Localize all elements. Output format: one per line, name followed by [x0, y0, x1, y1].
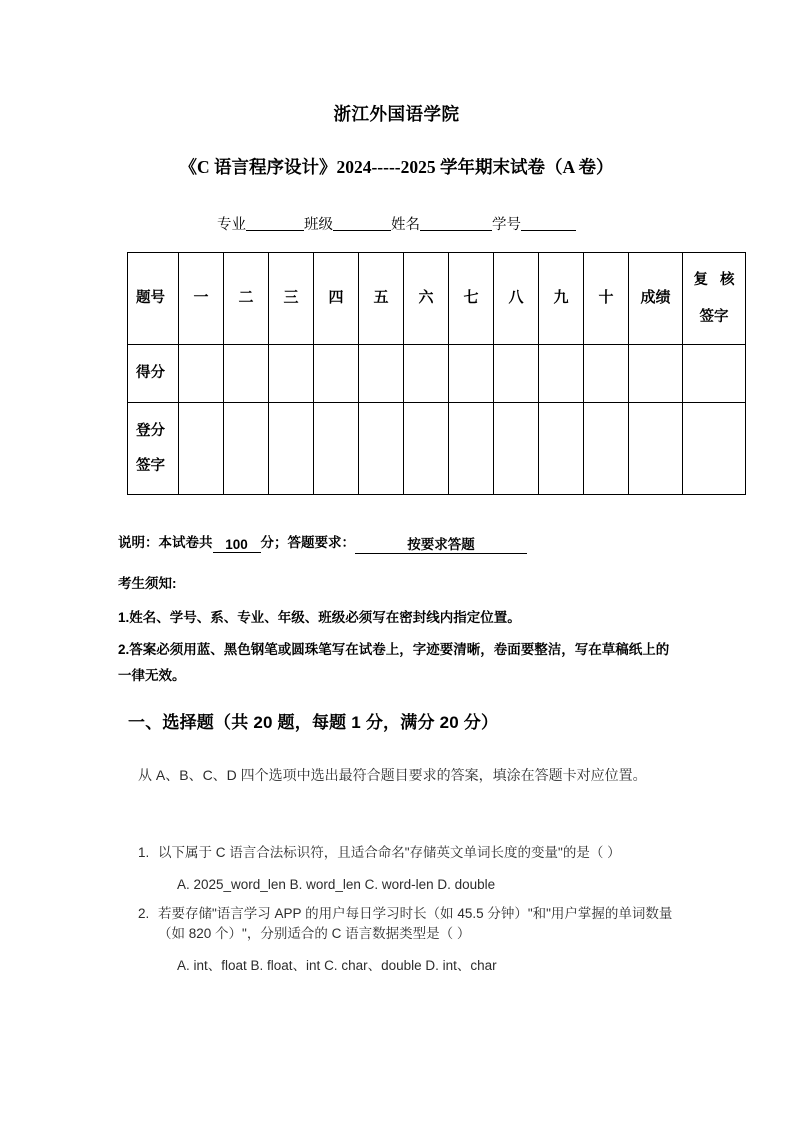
table-cell-total: 成绩 [629, 253, 683, 345]
table-row-header [128, 253, 746, 345]
signature-cell-3[interactable] [269, 403, 314, 495]
table-cell-q10: 十 [584, 253, 629, 345]
signature-label-line1: 登分 [136, 422, 165, 439]
question-list [138, 843, 690, 985]
description-prefix: 说明：本试卷共 [118, 535, 213, 550]
class-blank[interactable] [333, 215, 391, 231]
score-cell-6[interactable] [404, 345, 449, 403]
description-middle: 分；答题要求： [260, 535, 355, 550]
question-text: 若要存储"语言学习 APP 的用户每日学习时长（如 45.5 分钟）"和"用户掌握的单词数量（如 820 个）"，分别适合的 C 语言数据类型是（ ） [158, 906, 673, 941]
recheck-label-line1: 复 核 [693, 271, 739, 288]
question-options: A. int、float B. float、int C. char、double D. int、char [177, 958, 497, 973]
score-cell-7[interactable] [449, 345, 494, 403]
name-label: 姓名 [391, 217, 420, 233]
question-item [138, 904, 690, 976]
major-label: 专业 [217, 217, 246, 233]
table-cell-q2: 二 [224, 253, 269, 345]
signature-cell-9[interactable] [539, 403, 584, 495]
question-number: 1. [138, 845, 150, 860]
section-intro-text: 从 A、B、C、D 四个选项中选出最符合题目要求的答案，填涂在答题卡对应位置。 [138, 767, 647, 783]
signature-cell-10[interactable] [584, 403, 629, 495]
table-cell-q7: 七 [449, 253, 494, 345]
score-cell-total[interactable] [629, 345, 683, 403]
total-score-value: 100 [213, 537, 261, 553]
table-cell-q1: 一 [179, 253, 224, 345]
table-cell-q6: 六 [404, 253, 449, 345]
student-id-blank[interactable] [521, 215, 576, 231]
score-cell-9[interactable] [539, 345, 584, 403]
row-label-signature [128, 403, 179, 495]
question-options: A. 2025_word_len B. word_len C. word-len D. double [177, 877, 496, 892]
recheck-label-line2: 签字 [699, 309, 729, 325]
table-cell-q8: 八 [494, 253, 539, 345]
section-heading-multiple-choice: 一、选择题（共 20 题，每题 1 分，满分 20 分） [128, 713, 499, 732]
school-title: 浙江外国语学院 [333, 104, 460, 124]
name-blank[interactable] [420, 215, 492, 231]
question-text: 以下属于 C 语言合法标识符，且适合命名"存储英文单词长度的变量"的是（ ） [158, 845, 621, 860]
signature-label-line2: 签字 [136, 458, 165, 474]
signature-cell-1[interactable] [179, 403, 224, 495]
question-number: 2. [138, 906, 150, 921]
score-cell-recheck[interactable] [683, 345, 746, 403]
signature-cell-2[interactable] [224, 403, 269, 495]
score-cell-4[interactable] [314, 345, 359, 403]
score-cell-2[interactable] [224, 345, 269, 403]
signature-cell-5[interactable] [359, 403, 404, 495]
score-cell-5[interactable] [359, 345, 404, 403]
candidate-notice-item-2: 2.答案必须用蓝、黑色钢笔或圆珠笔写在试卷上，字迹要清晰，卷面要整洁，写在草稿纸上的一律无效。 [118, 642, 670, 683]
signature-cell-8[interactable] [494, 403, 539, 495]
signature-cell-7[interactable] [449, 403, 494, 495]
table-cell-q3: 三 [269, 253, 314, 345]
signature-cell-4[interactable] [314, 403, 359, 495]
student-info-line [0, 213, 793, 234]
paper-title: 《C 语言程序设计》2024-----2025 学年期末试卷（A 卷） [179, 157, 614, 177]
score-cell-10[interactable] [584, 345, 629, 403]
score-table [127, 252, 746, 495]
table-cell-q4: 四 [314, 253, 359, 345]
table-cell-q9: 九 [539, 253, 584, 345]
paper-description-line [118, 531, 527, 554]
candidate-notice-heading: 考生须知: [118, 576, 177, 591]
class-label: 班级 [304, 217, 333, 233]
row-label-question-no: 题号 [128, 253, 179, 345]
table-cell-recheck-signature [683, 253, 746, 345]
table-row-signature [128, 403, 746, 495]
signature-cell-recheck[interactable] [683, 403, 746, 495]
question-item [138, 843, 690, 895]
major-blank[interactable] [246, 215, 304, 231]
student-id-label: 学号 [492, 217, 521, 233]
signature-cell-6[interactable] [404, 403, 449, 495]
candidate-notice-item-1: 1.姓名、学号、系、专业、年级、班级必须写在密封线内指定位置。 [118, 610, 521, 625]
score-cell-8[interactable] [494, 345, 539, 403]
score-cell-1[interactable] [179, 345, 224, 403]
row-label-score: 得分 [128, 345, 179, 403]
answer-requirement-value: 按要求答题 [355, 533, 527, 554]
score-cell-3[interactable] [269, 345, 314, 403]
table-row-score [128, 345, 746, 403]
signature-cell-total[interactable] [629, 403, 683, 495]
table-cell-q5: 五 [359, 253, 404, 345]
